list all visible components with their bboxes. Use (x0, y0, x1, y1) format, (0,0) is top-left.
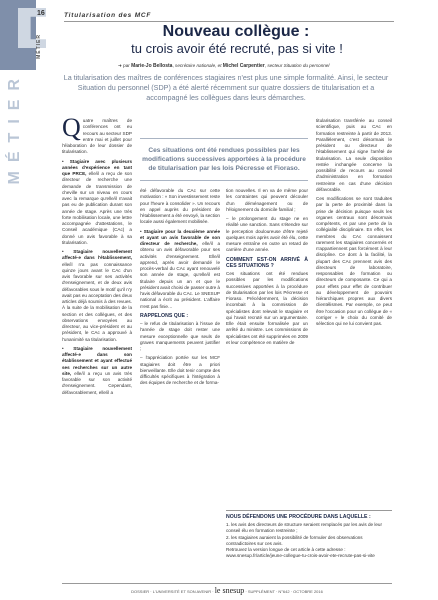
page-number: 16 (37, 10, 45, 17)
demand-1: 1. les avis des directeurs de structure seraient remplacés par les avis de leur conseil élu en formation restreinte ; (226, 522, 383, 534)
case-3-continued: été défavorable du CAc sur cette motivation : « Son investissement reste pour l'heure à consolider ». Un recours en appel auprès du président de l'établissement a été envoyé, la section locale aussi également mobilisée. (140, 188, 220, 225)
demand-2: 2. les stagiaires auraient la possibilité de formuler des observations contradictoires sur ces avis. (226, 534, 363, 546)
article-subtitle: tu crois avoir été recruté, pas si vite ! (131, 41, 343, 56)
explanation-continued: titularisation transférée au conseil scientifique, puis au CAc en formation restreinte à partir de 2013. Parallèlement, c'est désormais le président ou directeur de l'établissement qui signe l'arrêté de titularisation. La seule disposition restée inchangée concerne la possibilité de recours au conseil d'administration en formation restreinte en cas d'une décision défavorable. (316, 118, 392, 192)
consequences-paragraph: Ces modifications se sont traduites par la perte de proximité dans la prise de décision puisque seuls les organes centraux sont désormais compétents, et par une perte de la collégialité disciplinaire. En effet, les membres du CAc connaissent rarement les stagiaires concernés et n'appartiennent pas forcément à leur discipline. Ce dont à la facilité, la plupart des CAc prennent avis des directeurs de laboratoire, responsables de formation ou directeurs de composante. Ce qui a pour effets pour effet de contribuer au développement de pouvoirs hiérarchiques propres aux divers clientélismes. Par exemple, ce peut être l'occasion pour un collègue de « corriger » le choix du comité de sélection qui ne lui convient pas. (316, 196, 392, 326)
author-1: Marie-Jo Bellosta (131, 63, 173, 69)
author-1-role: secrétaire nationale, et (175, 63, 222, 68)
demands-box (226, 510, 392, 559)
side-tag: MÉTIER (36, 34, 42, 59)
rubric-divider (64, 21, 394, 22)
article-title: Nouveau collègue : (162, 23, 310, 40)
byline-prefix: par (123, 63, 130, 68)
case-2: • Stagiaire nouvellement affecté·e dans l'établissement, elle/il n'a pas connaissance quinze jours avant le CAc d'un avis favorable sur ses activités d'enseignement, et de deux avis défavorables sous le motif qu'il n'y avait pas eu acceptation des deux articles déjà soumis à des revues. À la suite de la mobilisation de la section et des collègues, et des observations envoyées au directeur, au vice-président et au président, le CAc a approuvé à l'unanimité sa titularisation. (62, 249, 132, 342)
column-3 (226, 188, 308, 349)
footer-brand: le snesup (214, 586, 245, 595)
column-4 (316, 118, 392, 330)
byline: ➜ par Marie-Jo Bellosta, secrétaire nationale, et Michel Carpentier, secteur Situation du personnel (118, 63, 330, 69)
side-tab (0, 0, 36, 600)
author-2: Michel Carpentier (222, 63, 265, 69)
long-version-link[interactable]: Retrouvez la version longue de cet article à cette adresse : www.snesup.fr/article/jeune-collegue-tu-crois-avoir-ete-recrute-pas-si-vite (226, 547, 375, 559)
intro-paragraph: Quatre maîtres de conférences ont eu recours au secteur SDP entre mai et juillet pour l'élaboration de leur dossier de titularisation. (62, 113, 132, 155)
author-2-role: secteur Situation du personnel (267, 63, 330, 68)
demands-title: NOUS DÉFENDONS UNE PROCÉDURE DANS LAQUELLE : (226, 514, 371, 520)
case-1: • Stagiaire avec plusieurs années d'expérience en tant que PRCE, elle/il a reçu de son directeur de recherche une demande de transmission de cheville sur un niveau en cours avec la remarque qu'elle/il n'avait pas eu de publication durant son année de stage. Après une très forte mobilisation locale, une lettre accompagnée d'attestations, le Conseil académique (CAc) a donné un avis favorable à sa titularisation. (62, 158, 132, 245)
case-3: • Stagiaire nouvellement affecté·e dans son établissement et ayant effectué ses recherches sur un autre site, elle/il a reçu un avis très favorable sur son activité d'enseignement. Cependant, défavorablement, elle/il a (62, 345, 132, 395)
rubric: Titularisation des MCF (64, 12, 152, 19)
rappel-1: – le refus de titularisation à l'issue de l'année de stage doit rester une mesure exceptionnelle que seuls de graves manquements peuvent justifier ; (140, 321, 220, 351)
rappel-2: – l'appréciation portée sur les MCF stagiaires doit être a priori bienveillante. Elle doit tenir compte des difficultés spécifiques à l'intégration à des équipes de recherche et de forma- (140, 355, 220, 386)
footer-left: DOSSIER · L'UNIVERSITÉ ET SON AVENIR · (131, 589, 214, 594)
heading-rappel: RAPPELONS QUE : (140, 312, 189, 319)
rappel-3: – le prolongement du stage ne en réalité une sanction. Sans s'étendre sur le perception douloureuse d'être rejeté quelques mois après avoir été élu, cette mesure entraîne en outre un retard de carrière d'une année. (226, 216, 308, 253)
footer (62, 586, 392, 595)
column-1 (62, 113, 132, 399)
pull-quote: Ces situations ont été rendues possibles par les modifications successives apportées à la procédure de titularisation par les lois Pécresse et Fioraso. (142, 147, 306, 172)
column-2 (140, 188, 220, 390)
drop-cap: Q (62, 113, 81, 142)
case-4: • Stagiaire pour la deuxième année et ayant un avis favorable de son directeur de recherche, elle/il a obtenu un avis défavorable pour ses activités d'enseignement. Elle/il apprend, après avoir demandé le procès-verbal du CAc ayant renouvelé son année de stage, qu'elle/il est titulaire depuis un an et que le président avait choisi de passer outre à l'avis défavorable du CAc. Le SNESUP national a écrit au président. L'affaire n'est pas finie… (140, 228, 220, 309)
side-section-word: MÉTIER (6, 70, 23, 185)
footer-divider (62, 583, 392, 584)
pull-quote-rule-top (140, 138, 308, 139)
footer-right: · SUPPLÉMENT · N°642 · OCTOBRE 2016 (245, 589, 323, 594)
article-lead: La titularisation des maîtres de conférences stagiaires n'est plus une simple formalité. Ainsi, le secteur Situation du personnel (SDP) a été alerté récemment sur quatre dossiers de titularisation et a accompagné les collègues dans leurs démarches. (63, 73, 389, 102)
heading-comment: COMMENT EST-ON ARRIVÉ À CES SITUATIONS ? (226, 256, 308, 269)
explanation-paragraph: Ces situations ont été rendues possibles par les modifications successives apportées à la procédure de titularisation par les lois Pécresse et Fioraso. Précédemment, la décision incombait à la commission de spécialistes dont relevait le stagiaire et qui l'avait recruté sur un argumentaire. Elle était ensuite formalisée par un arrêté du ministre. Les commissions de spécialistes ont été supprimées en 2009 et leur compétence en matière de (226, 271, 308, 345)
byline-arrow-icon: ➜ (118, 63, 122, 68)
rappel-2-continued: tion nouvelles. Il en va de même pour les contraintes qui peuvent découler d'un déménagement ou de l'éloignement du domicile familial ; (226, 188, 308, 212)
pull-quote-rule-bottom (140, 180, 308, 181)
